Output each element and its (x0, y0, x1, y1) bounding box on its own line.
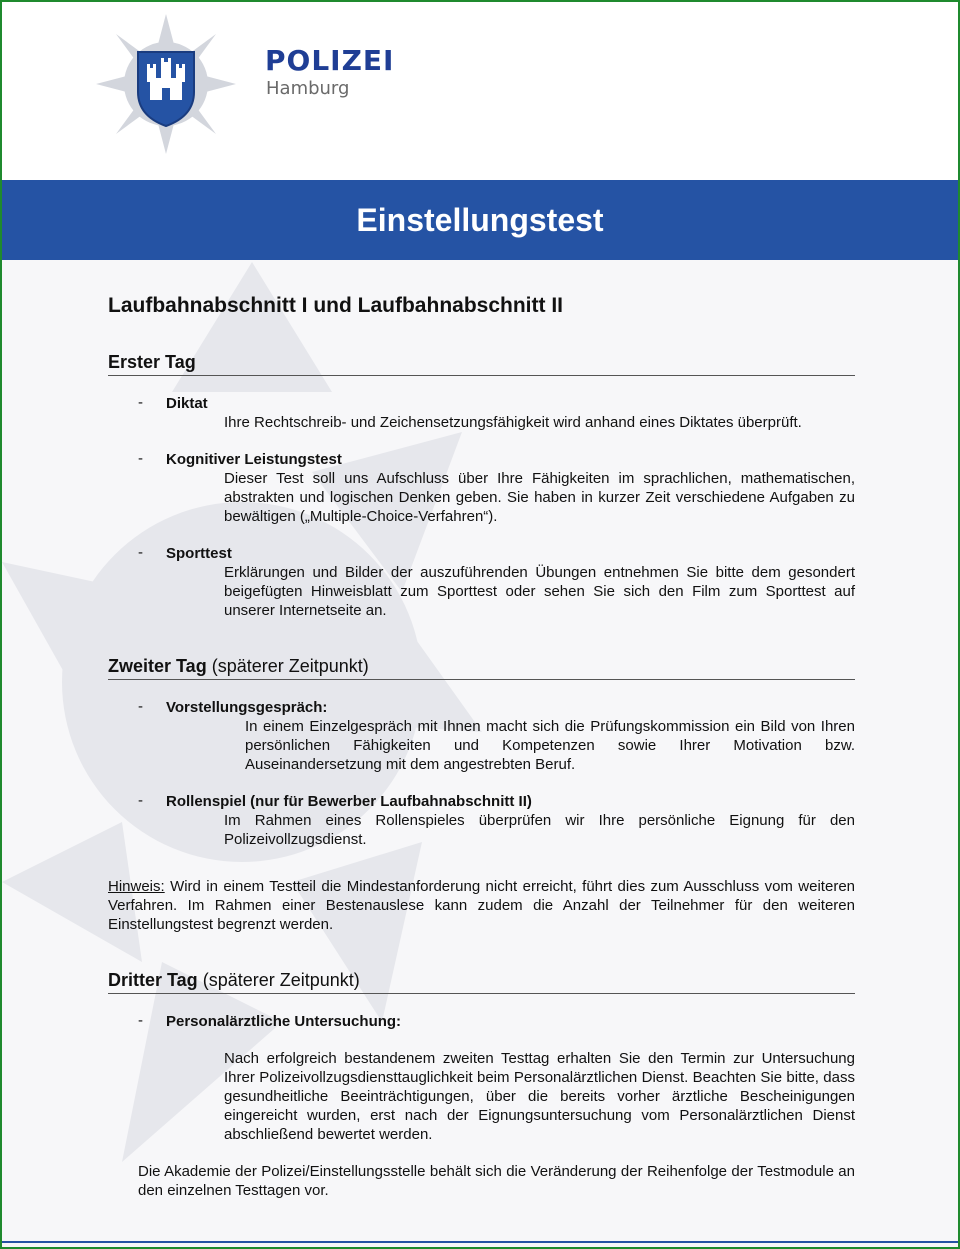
main-heading: Laufbahnabschnitt I und Laufbahnabschnitt II (108, 294, 563, 317)
hint-paragraph (108, 877, 855, 934)
document-content (108, 294, 855, 1200)
list-dash: - (138, 698, 143, 715)
title-banner (2, 180, 958, 260)
item-title-vorstellung: Vorstellungsgespräch: (166, 699, 328, 716)
list-dash: - (138, 394, 143, 411)
item-desc-sporttest: Erklärungen und Bilder der auszuführenden Übungen entnehmen Sie bitte dem gesondert beigefügten Hinweisblatt zum Sporttest oder sehen Sie sich den Film zum Sporttest auf unserer Internetseite an. (224, 564, 855, 619)
day2-heading-note: (späterer Zeitpunkt) (211, 656, 369, 676)
day2-heading: Zweiter Tag (108, 656, 207, 676)
day1-heading: Erster Tag (108, 352, 196, 372)
item-title-diktat: Diktat (166, 395, 208, 412)
list-dash: - (138, 792, 143, 809)
police-star-badge-icon (94, 12, 238, 156)
closing-paragraph: Die Akademie der Polizei/Einstellungsstelle behält sich die Veränderung der Reihenfolge der Testmodule an den einzelnen Testtagen vor. (138, 1163, 855, 1199)
item-desc-diktat: Ihre Rechtschreib- und Zeichensetzungsfähigkeit wird anhand eines Diktates überprüft. (224, 414, 802, 431)
item-title-kognitiv: Kognitiver Leistungstest (166, 451, 342, 468)
section-heading-day1 (108, 352, 855, 376)
page-header (2, 2, 958, 180)
list-item-rollenspiel (138, 792, 855, 849)
item-title-personalaerztlich: Personalärztliche Untersuchung: (166, 1013, 402, 1030)
item-desc-vorstellung: In einem Einzelgespräch mit Ihnen macht sich die Prüfungskommission ein Bild von Ihren persönlichen Fähigkeiten und Kompetenzen sowie Ihrer Motivation bzw. Auseinandersetzung mit dem angestrebten Beruf. (245, 718, 855, 773)
footer-rule (2, 1241, 958, 1243)
list-dash: - (138, 1012, 143, 1029)
list-item-personalaerztlich (138, 1012, 855, 1144)
day3-heading: Dritter Tag (108, 970, 198, 990)
hint-text: Wird in einem Testteil die Mindestanforderung nicht erreicht, führt dies zum Ausschluss vom weiteren Verfahren. Im Rahmen einer Bestenauslese kann zudem die Anzahl der Teilnehmer für den weiteren Einstellungstest begrenzt werden. (108, 878, 855, 933)
item-desc-kognitiv: Dieser Test soll uns Aufschluss über Ihre Fähigkeiten im sprachlichen, mathematischen, abstrakten und logischen Denken geben. Sie haben in kurzer Zeit verschiedene Aufgaben zu bewältigen („Multiple-Choice-Verfahren“). (224, 470, 855, 525)
list-item-vorstellung (138, 698, 855, 774)
list-dash: - (138, 544, 143, 561)
page-title: Einstellungstest (356, 202, 604, 238)
list-item-diktat (138, 394, 855, 432)
item-desc-personalaerztlich: Nach erfolgreich bestandenem zweiten Testtag erhalten Sie den Termin zur Untersuchung Ihrer Polizeivollzugsdiensttauglichkeit beim Personalärztlichen Dienst. Beachten Sie bitte, dass gesundheitliche Beeinträchtigungen, über die bereits vorher ärztliche Bescheinigungen eingereicht wurden, erst nach der Eignungsuntersuchung vom Personalärztlichen Dienst abschließend bewertet werden. (224, 1050, 855, 1143)
list-item-kognitiv (138, 450, 855, 526)
section-heading-day2 (108, 656, 855, 680)
item-title-sporttest: Sporttest (166, 545, 232, 562)
hint-label: Hinweis: (108, 878, 165, 895)
item-title-rollenspiel: Rollenspiel (nur für Bewerber Laufbahnabschnitt II) (166, 793, 532, 810)
list-dash: - (138, 450, 143, 467)
brand-city: Hamburg (266, 78, 350, 99)
list-item-sporttest (138, 544, 855, 620)
brand-name: POLIZEI (265, 44, 395, 77)
day3-heading-note: (späterer Zeitpunkt) (202, 970, 360, 990)
item-desc-rollenspiel: Im Rahmen eines Rollenspieles überprüfen wir Ihre persönliche Eignung für den Polizeivollzugsdienst. (224, 812, 855, 848)
section-heading-day3 (108, 970, 855, 994)
